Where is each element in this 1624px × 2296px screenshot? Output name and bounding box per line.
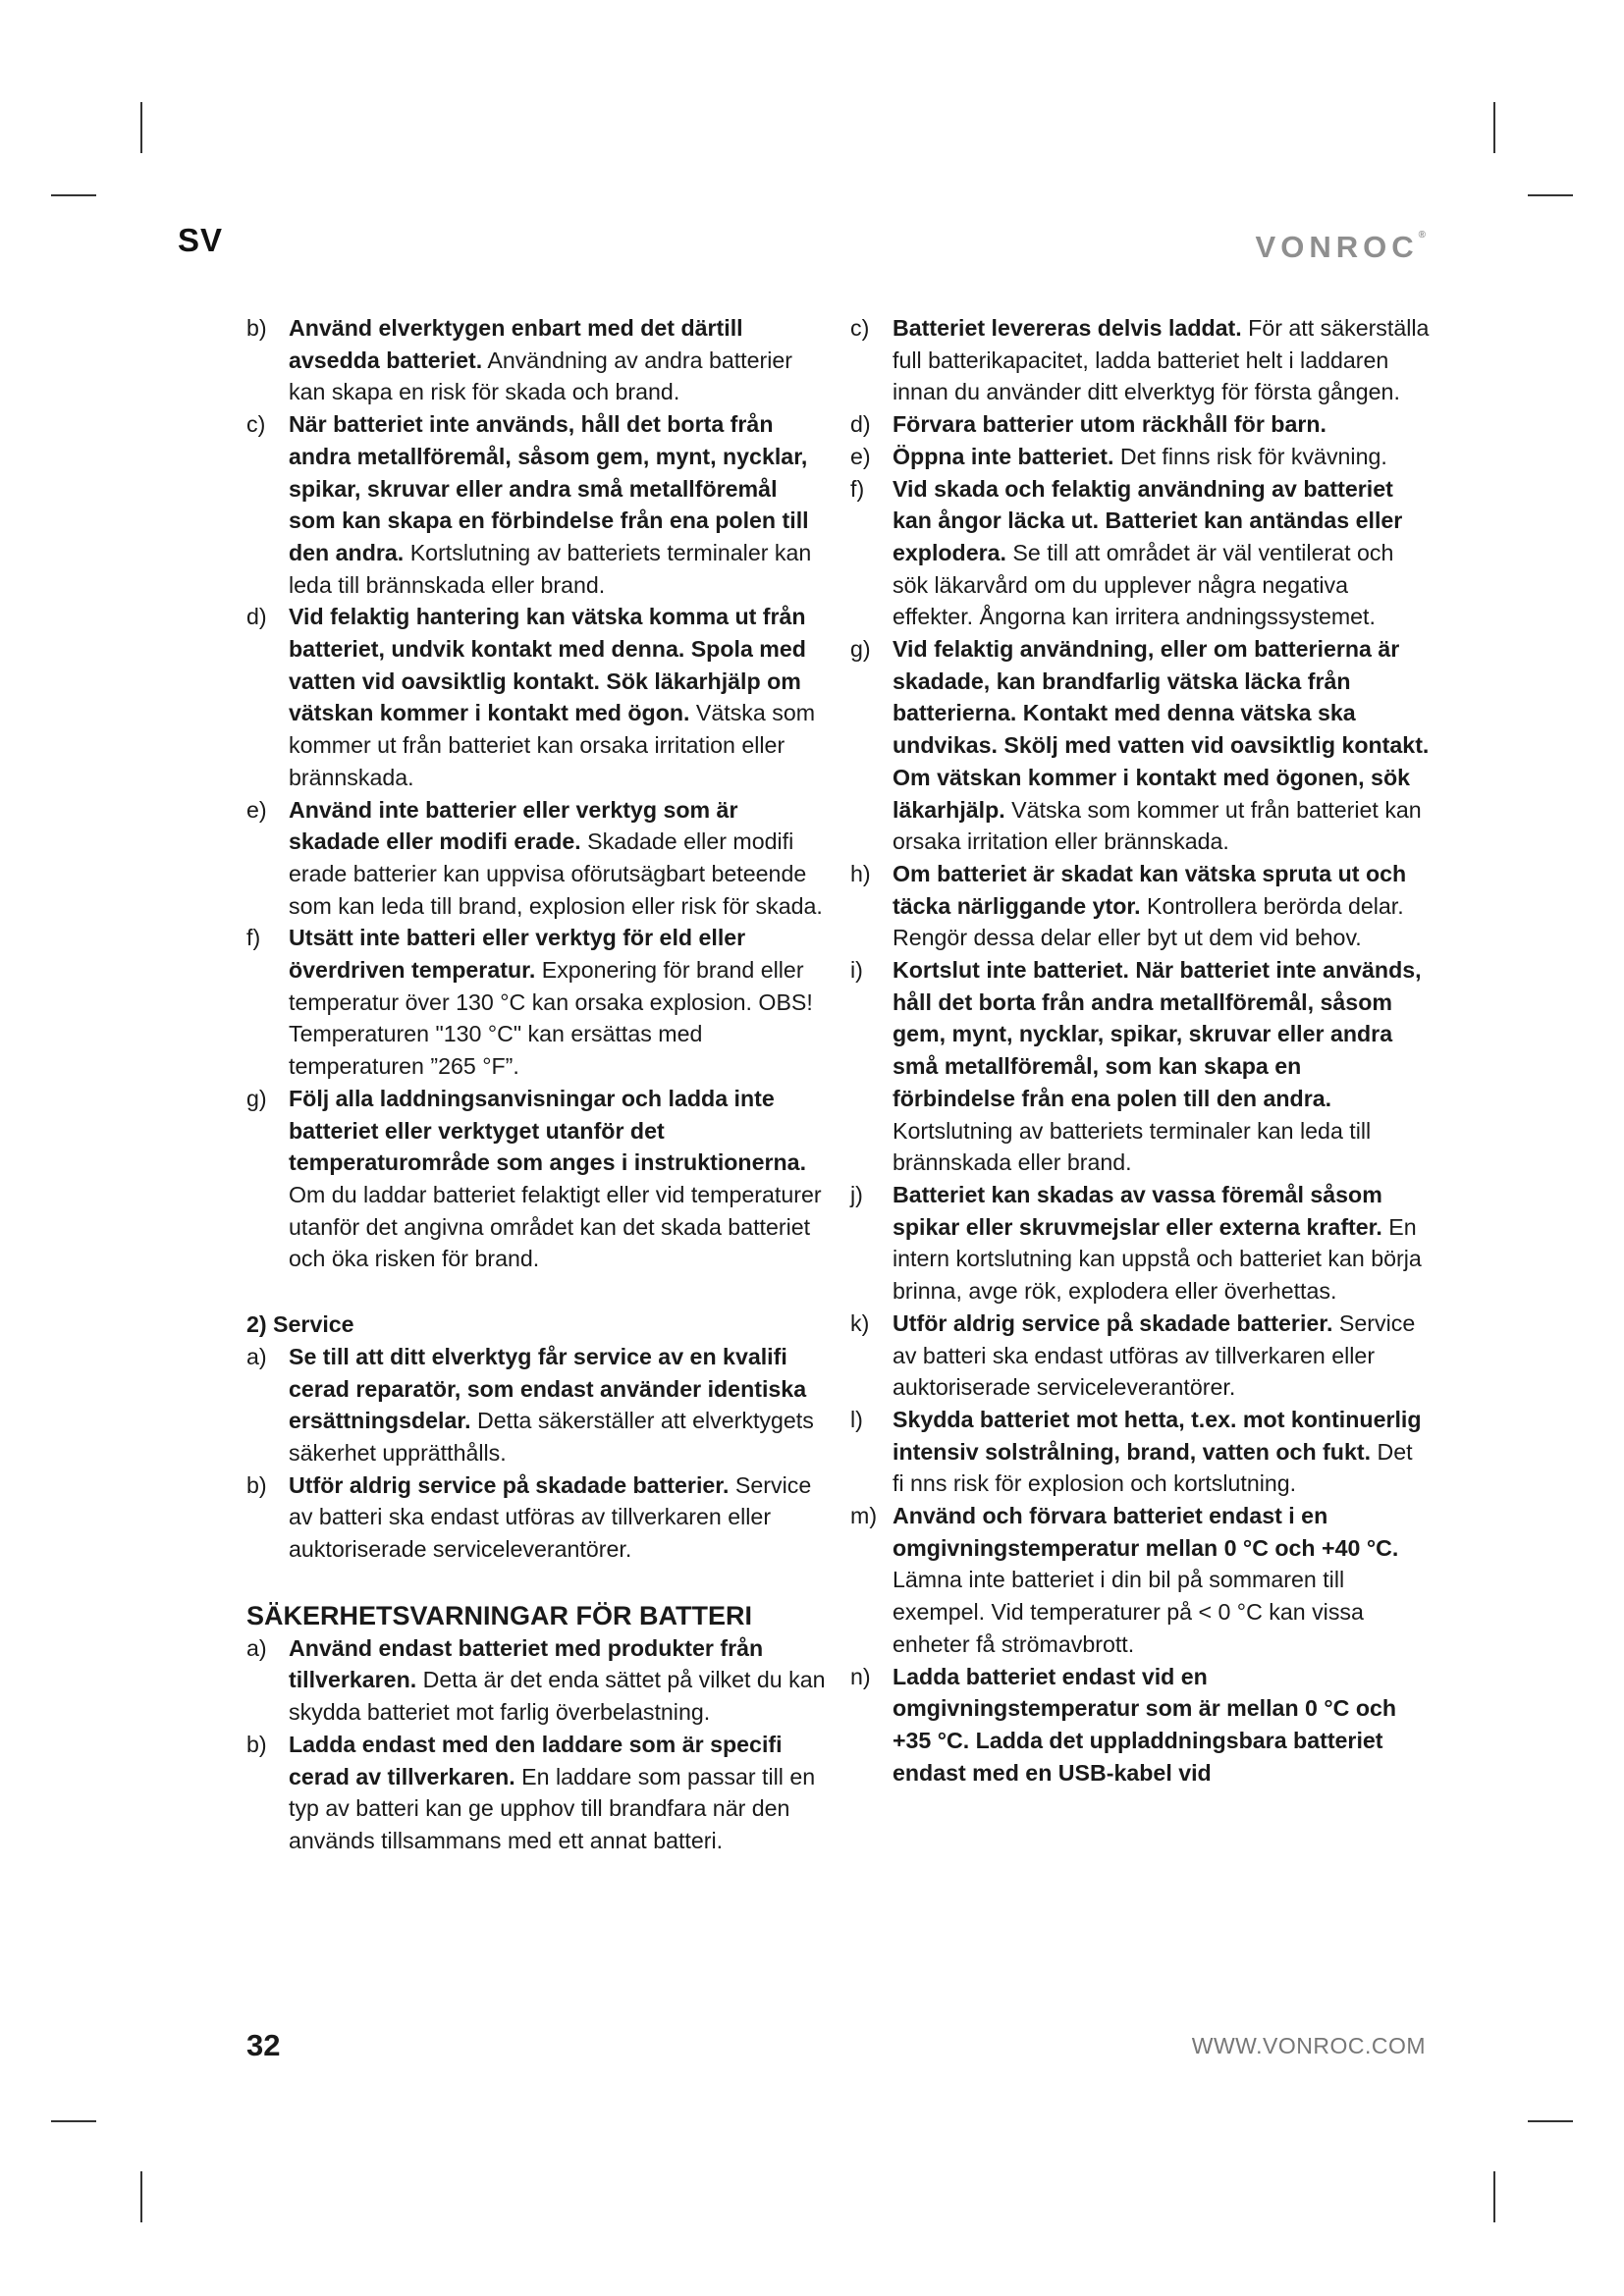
item-bold-text: Följ alla laddningsanvisningar och ladda inte batteriet eller verktyget utanför det temperaturområde som anges i instruktionerna.: [289, 1085, 807, 1176]
list-item: [850, 633, 1430, 858]
list-item: [850, 1308, 1430, 1404]
item-text: För att säkerställa full batterikapacitet, ladda batteriet helt i laddaren innan du använder ditt elverktyg för första gången.: [893, 315, 1430, 405]
item-bold-text: Använd inte batterier eller verktyg som är skadade eller modifi erade.: [289, 796, 738, 855]
item-marker: l): [850, 1406, 863, 1432]
item-bold-text: Använd endast batteriet med produkter från tillverkaren.: [289, 1634, 764, 1693]
crop-mark: [51, 194, 96, 196]
item-text: En intern kortslutning kan uppstå och batteriet kan börja brinna, avge rök, explodera eller överhettas.: [893, 1213, 1422, 1305]
item-marker: j): [850, 1181, 863, 1207]
list-item: [246, 1729, 826, 1857]
item-text: Se till att området är väl ventilerat och sök läkarvård om du upplever några negativa effekter. Ångorna kan irritera andningssystemet.: [893, 539, 1394, 630]
list-item: [246, 1341, 826, 1469]
item-text: Om du laddar batteriet felaktigt eller vid temperaturer utanför det angivna området kan det skada batteriet och öka risken för brand.: [289, 1181, 822, 1272]
website-link[interactable]: WWW.VONROC.COM: [1191, 2033, 1426, 2058]
item-text: Lämna inte batteriet i din bil på sommaren till exempel. Vid temperaturer på < 0 °C kan vissa enheter få strömavbrott.: [893, 1567, 1364, 1657]
item-marker: g): [850, 636, 871, 663]
crop-mark: [1493, 2171, 1495, 2222]
list-item: [850, 954, 1430, 1179]
list-item: [850, 312, 1430, 408]
crop-mark: [140, 102, 142, 153]
item-text: Vätska som kommer ut från batteriet kan orsaka irritation eller brännskada.: [289, 700, 816, 790]
item-text: Detta säkerställer att elverktygets säkerhet upprätthålls.: [289, 1408, 814, 1466]
item-bold-text: Batteriet kan skadas av vassa föremål såsom spikar eller skruvmejslar eller externa krafter.: [893, 1181, 1382, 1240]
battery-warnings-heading: SÄKERHETSVARNINGAR FÖR BATTERI: [246, 1600, 753, 1630]
item-marker: a): [246, 1634, 267, 1661]
item-marker: f): [246, 925, 261, 951]
list-item: [850, 1500, 1430, 1661]
item-text: Det finns risk för kvävning.: [1113, 443, 1387, 469]
crop-mark: [140, 2171, 142, 2222]
item-bold-text: Använd och förvara batteriet endast i en omgivningstemperatur mellan 0 °C och +40 °C.: [893, 1503, 1399, 1561]
item-marker: n): [850, 1663, 871, 1689]
item-text: Det fi nns risk för explosion och kortslutning.: [893, 1438, 1413, 1497]
item-bold-text: Vid felaktig hantering kan vätska komma ut från batteriet, undvik kontakt med denna. Spola med vatten vid oavsiktlig kontakt. Sök läkarhjälp om vätskan kommer i kontakt med ögon.: [289, 604, 806, 726]
item-bold-text: Batteriet levereras delvis laddat.: [893, 315, 1242, 341]
list-item: [246, 1632, 826, 1729]
item-bold-text: Vid skada och felaktig användning av batteriet kan ångor läcka ut. Batteriet kan antändas eller explodera.: [893, 475, 1403, 565]
item-bold-text: Vid felaktig användning, eller om batterierna är skadade, kan brandfarlig vätska läcka från batterierna. Kontakt med denna vätska ska undvikas. Skölj med vatten vid oavsiktlig kontakt. Om vätskan kommer i kontakt med ögonen, sök läkarhjälp.: [893, 636, 1430, 823]
list-item: [246, 1083, 826, 1275]
item-marker: b): [246, 1731, 267, 1757]
item-text: Vätska som kommer ut från batteriet kan orsaka irritation eller brännskada.: [893, 796, 1422, 855]
item-marker: f): [850, 475, 865, 502]
right-item-list: [850, 312, 1430, 1789]
item-text: Kontrollera berörda delar. Rengör dessa delar eller byt ut dem vid behov.: [893, 892, 1404, 951]
brand-logo: VONROC®: [1255, 230, 1426, 264]
item-marker: c): [246, 411, 266, 438]
page-number: 32: [246, 2028, 281, 2062]
item-text: Kortslutning av batteriets terminaler kan leda till brännskada eller brand.: [893, 1117, 1372, 1176]
list-item: [246, 601, 826, 793]
right-column: [850, 312, 1430, 1789]
battery-warnings-list: [246, 1632, 826, 1857]
crop-mark: [1528, 194, 1573, 196]
item-bold-text: Utför aldrig service på skadade batterier.: [893, 1309, 1333, 1336]
list-item: [850, 408, 1430, 441]
item-marker: a): [246, 1343, 267, 1369]
item-text: Exponering för brand eller temperatur över 130 °C kan orsaka explosion. OBS! Temperaturen "130 °C" kan ersättas med temperaturen ”265 °F”.: [289, 957, 813, 1080]
item-text: Service av batteri ska endast utföras av tillverkaren eller auktoriserade serviceleverantörer.: [893, 1309, 1416, 1401]
list-item: [850, 1179, 1430, 1308]
item-marker: g): [246, 1085, 267, 1111]
list-item: [246, 312, 826, 408]
crop-mark: [1493, 102, 1495, 153]
item-bold-text: Skydda batteriet mot hetta, t.ex. mot kontinuerlig intensiv solstrålning, brand, vatten och fukt.: [893, 1406, 1422, 1465]
left-column: [246, 312, 826, 1857]
item-bold-text: Om batteriet är skadat kan vätska spruta ut och täcka närliggande ytor.: [893, 860, 1407, 919]
item-bold-text: Ladda batteriet endast vid en omgivningstemperatur som är mellan 0 °C och +35 °C. Ladda det uppladdningsbara batteriet endast med en USB-kabel vid: [893, 1663, 1397, 1786]
item-text: Service av batteri ska endast utföras av tillverkaren eller auktoriserade serviceleverantörer.: [289, 1471, 812, 1563]
item-marker: e): [246, 796, 267, 823]
list-item: [850, 473, 1430, 634]
item-bold-text: Kortslut inte batteriet. När batteriet inte används, håll det borta från andra metallföremål, såsom gem, mynt, nycklar, spikar, skruvar eller andra små metallföremål, som kan skapa en förbindelse från ena polen till den andra.: [893, 957, 1422, 1111]
item-text: Skadade eller modifi erade batterier kan uppvisa oförutsägbart beteende som kan leda till brand, explosion eller risk för skada.: [289, 828, 823, 919]
item-bold-text: Ladda endast med den laddare som är specifi cerad av tillverkaren.: [289, 1731, 783, 1789]
item-bold-text: Använd elverktygen enbart med det därtill avsedda batteriet.: [289, 315, 743, 373]
language-code: SV: [178, 222, 224, 258]
service-heading: 2) Service: [246, 1311, 354, 1338]
left-item-list: [246, 312, 826, 1275]
item-bold-text: Utför aldrig service på skadade batterier.: [289, 1471, 730, 1498]
item-marker: k): [850, 1309, 870, 1336]
item-marker: e): [850, 443, 871, 469]
item-marker: b): [246, 315, 267, 341]
item-marker: i): [850, 957, 863, 984]
item-bold-text: Utsätt inte batteri eller verktyg för eld eller överdriven temperatur.: [289, 925, 746, 984]
item-marker: c): [850, 315, 870, 341]
item-text: Detta är det enda sättet på vilket du kan skydda batteriet mot farlig överbelastning.: [289, 1667, 826, 1726]
item-marker: d): [850, 411, 871, 438]
list-item: [246, 922, 826, 1083]
crop-mark: [1528, 2120, 1573, 2122]
brand-name: VONROC: [1255, 230, 1419, 264]
list-item: [246, 408, 826, 601]
item-marker: h): [850, 860, 871, 886]
list-item: [246, 1469, 826, 1566]
item-bold-text: Se till att ditt elverktyg får service av en kvalifi cerad reparatör, som endast använder identiska ersättningsdelar.: [289, 1343, 807, 1434]
crop-mark: [51, 2120, 96, 2122]
item-text: En laddare som passar till en typ av batteri kan ge upphov till brandfara när den används tillsammans med ett annat batteri.: [289, 1763, 816, 1853]
list-item: [850, 441, 1430, 473]
item-marker: m): [850, 1503, 878, 1529]
item-text: Kortslutning av batteriets terminaler kan leda till brännskada eller brand.: [289, 539, 812, 598]
item-marker: d): [246, 604, 267, 630]
item-bold-text: Öppna inte batteriet.: [893, 443, 1114, 469]
item-bold-text: Förvara batterier utom räckhåll för barn.: [893, 411, 1326, 438]
item-marker: b): [246, 1471, 267, 1498]
item-text: Användning av andra batterier kan skapa en risk för skada och brand.: [289, 347, 793, 405]
list-item: [850, 1661, 1430, 1789]
item-bold-text: När batteriet inte används, håll det borta från andra metallföremål, såsom gem, mynt, nycklar, spikar, skruvar eller andra små metallföremål som kan skapa en förbindelse från ena polen till den andra.: [289, 411, 809, 565]
list-item: [850, 1404, 1430, 1500]
service-item-list: [246, 1341, 826, 1566]
list-item: [850, 858, 1430, 954]
list-item: [246, 794, 826, 923]
